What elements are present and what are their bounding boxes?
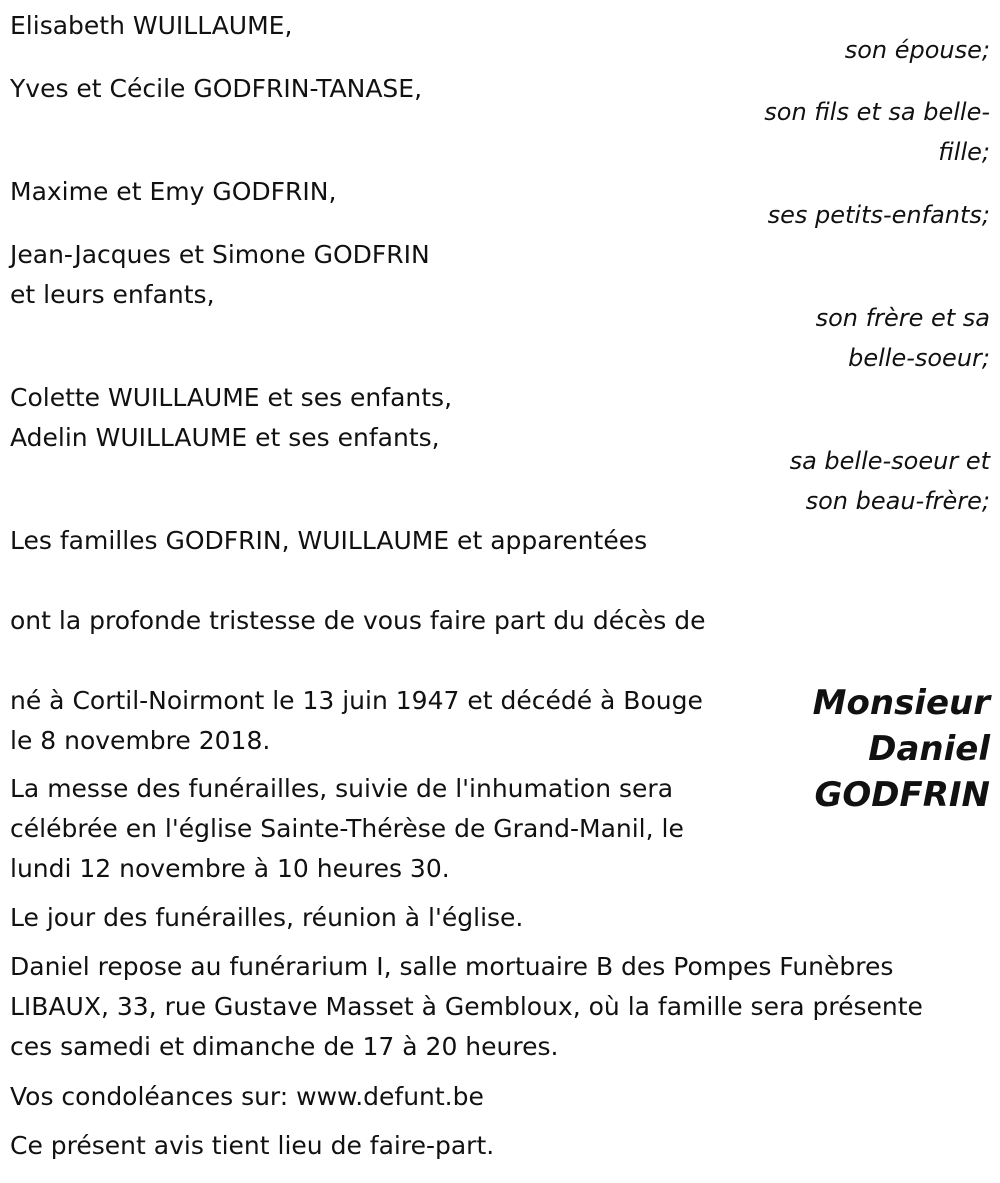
funeral-home-paragraph-line: ces samedi et dimanche de 17 à 20 heures. [10, 1032, 559, 1061]
family-relation: son beau-frère; [805, 487, 990, 515]
mass-paragraph-line: célébrée en l'église Sainte-Thérèse de Grand-Manil, le [10, 814, 684, 843]
family-name-line: Maxime et Emy GODFRIN, [10, 177, 337, 206]
family-name-line: Jean-Jacques et Simone GODFRIN [10, 240, 430, 269]
condolences-paragraph: Vos condoléances sur: www.defunt.be [10, 1082, 484, 1111]
family-relation: sa belle-soeur et [789, 447, 990, 475]
family-name-line: Colette WUILLAUME et ses enfants, [10, 383, 453, 412]
family-relation: son épouse; [844, 36, 990, 64]
announcement: ont la profonde tristesse de vous faire part du décès de [10, 606, 706, 635]
funeral-home-paragraph-line: LIBAUX, 33, rue Gustave Masset à Gembloux, où la famille sera présente [10, 992, 923, 1021]
family-relation: belle-soeur; [848, 344, 990, 372]
mass-paragraph-line: lundi 12 novembre à 10 heures 30. [10, 854, 450, 883]
deceased-name [813, 680, 990, 818]
family-name-line: et leurs enfants, [10, 280, 215, 309]
birth-paragraph-line: né à Cortil-Noirmont le 13 juin 1947 et décédé à Bouge [10, 686, 703, 715]
birth-paragraph-line: le 8 novembre 2018. [10, 726, 271, 755]
family-relation: son frère et sa [815, 304, 990, 332]
deceased-title: Monsieur [812, 683, 990, 723]
family-name-line: Yves et Cécile GODFRIN-TANASE, [10, 74, 423, 103]
funeral-home-paragraph-line: Daniel repose au funérarium I, salle mortuaire B des Pompes Funèbres [10, 952, 894, 981]
family-name-line: Elisabeth WUILLAUME, [10, 11, 293, 40]
mass-paragraph-line: La messe des funérailles, suivie de l'inhumation sera [10, 774, 674, 803]
deceased-last-name: GODFRIN [814, 775, 990, 815]
notice-paragraph: Ce présent avis tient lieu de faire-part. [10, 1131, 495, 1160]
gathering-paragraph: Le jour des funérailles, réunion à l'église. [10, 903, 524, 932]
family-name-line: Adelin WUILLAUME et ses enfants, [10, 423, 440, 452]
deceased-first-name: Daniel [868, 729, 990, 769]
families-line: Les familles GODFRIN, WUILLAUME et apparentées [10, 526, 648, 555]
family-relation: fille; [938, 138, 990, 166]
family-relation: ses petits-enfants; [767, 201, 990, 229]
family-relation: son fils et sa belle- [764, 98, 990, 126]
